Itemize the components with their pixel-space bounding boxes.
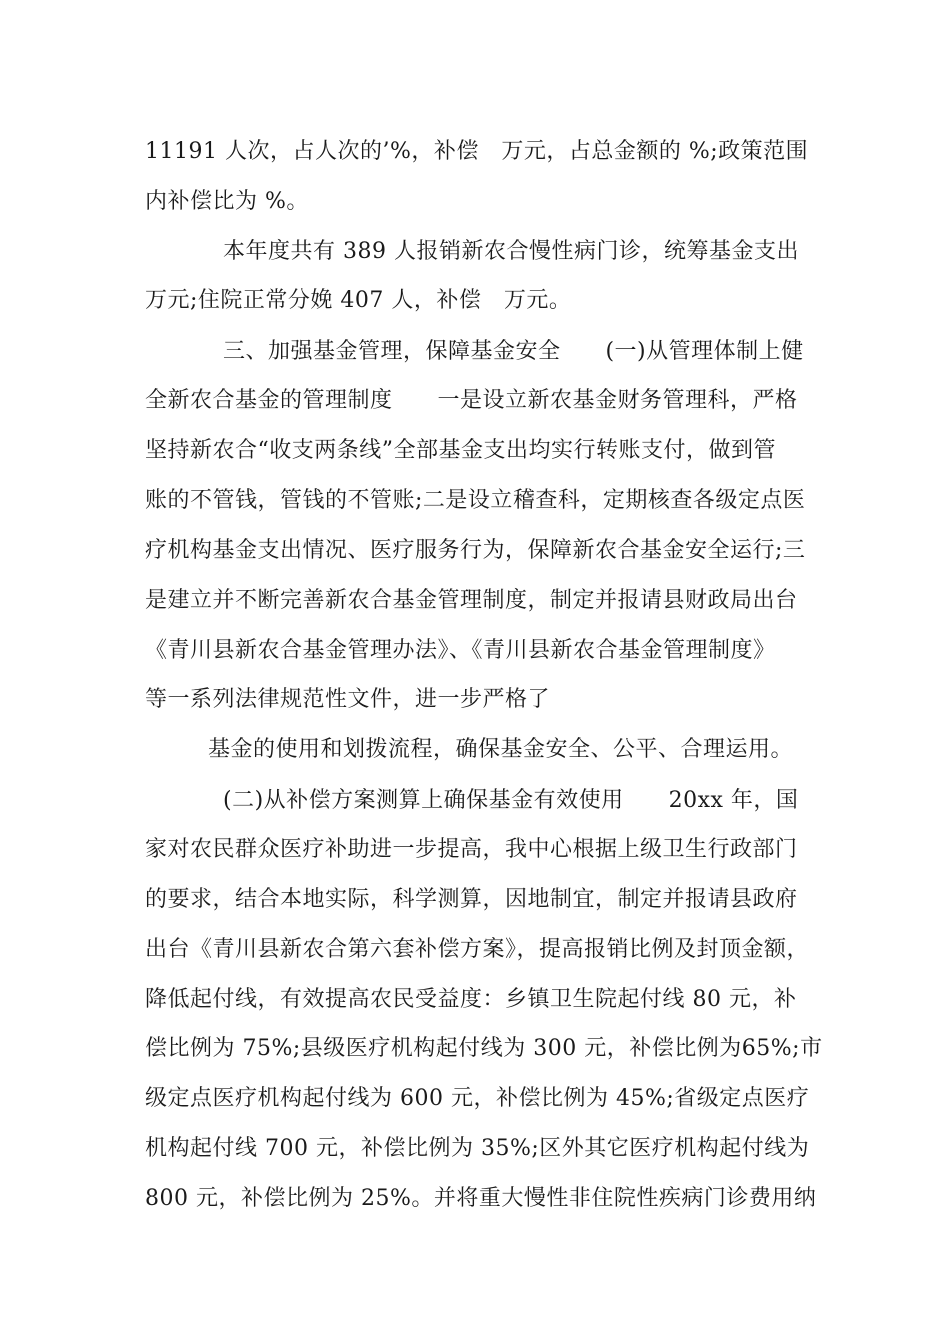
text-line: 坚持新农合“收支两条线”全部基金支出均实行转账支付，做到管 (145, 438, 776, 463)
subsection-heading: (二)从补偿方案测算上确保基金有效使用 20xx 年，国 (223, 788, 799, 813)
text-line: 家对农民群众医疗补助进一步提高，我中心根据上级卫生行政部门 (145, 837, 798, 862)
text-line: 800 元，补偿比例为 25%。并将重大慢性非住院性疾病门诊费用纳 (145, 1186, 817, 1211)
text-line: 出台《青川县新农合第六套补偿方案》，提高报销比例及封顶金额， (145, 937, 810, 962)
text-line: 是建立并不断完善新农合基金管理制度，制定并报请县财政局出台 (145, 588, 798, 613)
text-line: 机构起付线 700 元，补偿比例为 35%;区外其它医疗机构起付线为 (145, 1136, 810, 1161)
text-line: 基金的使用和划拨流程，确保基金安全、公平、合理运用。 (208, 737, 794, 762)
section-heading: 三、加强基金管理，保障基金安全 (一)从管理体制上健 (223, 339, 804, 364)
text-line: 11191 人次，占人次的’%，补偿 万元，占总金额的 %;政策范围 (145, 139, 809, 164)
text-line: 偿比例为 75%;县级医疗机构起付线为 300 元，补偿比例为65%;市 (145, 1036, 823, 1061)
text-line: 疗机构基金支出情况、医疗服务行为，保障新农合基金安全运行;三 (145, 538, 806, 563)
text-line: 万元;住院正常分娩 407 人，补偿 万元。 (145, 288, 572, 313)
text-line: 本年度共有 389 人报销新农合慢性病门诊，统筹基金支出 (223, 239, 799, 264)
text-line: 等一系列法律规范性文件，进一步严格了 (145, 687, 551, 712)
text-line: 降低起付线，有效提高农民受益度：乡镇卫生院起付线 80 元，补 (145, 987, 797, 1012)
text-line: 账的不管钱，管钱的不管账;二是设立稽查科，定期核查各级定点医 (145, 488, 806, 513)
text-line: 级定点医疗机构起付线为 600 元，补偿比例为 45%;省级定点医疗 (145, 1086, 810, 1111)
text-line: 全新农合基金的管理制度 一是设立新农基金财务管理科，严格 (145, 388, 798, 413)
text-line: 的要求，结合本地实际，科学测算，因地制宜，制定并报请县政府 (145, 887, 798, 912)
text-line: 内补偿比为 %。 (145, 189, 309, 214)
text-line: 《青川县新农合基金管理办法》、《青川县新农合基金管理制度》 (145, 638, 776, 663)
